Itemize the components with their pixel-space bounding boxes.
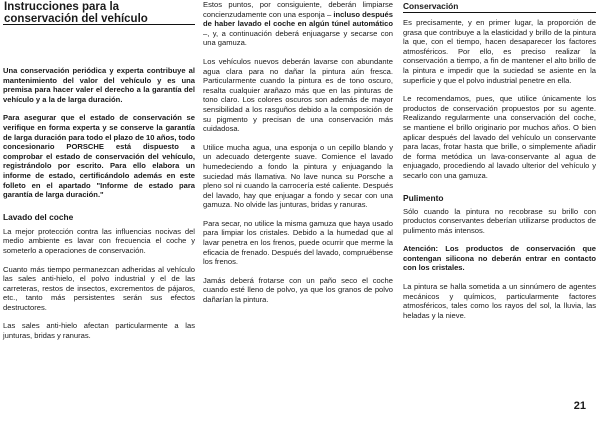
paint-agents-paragraph: La pintura se halla sometida a un sinnúmero de agentes mecánicos y químicos, particularmente factores atmosféricos, tales como los rayos del sol, la lluvia, las heladas y la nieve. xyxy=(403,282,596,320)
cleaning-paragraph: Estos puntos, por consiguiente, deberán limpiarse concienzudamente con una esponja – incluso después de haber lavado el coche en algún túnel automático –, y, a continuación deberá enjuagarse y secarse con una gamuza. xyxy=(203,0,393,48)
drying-paragraph: Para secar, no utilice la misma gamuza que haya usado para limpiar los cristales. Debido a la humedad que al lavar penetra en los frenos, puede ocurrir que merme la eficacia de frenado. Después del lavado, compruébense los frenos. xyxy=(203,218,393,267)
new-vehicles-paragraph: Los vehículos nuevos deberán lavarse con abundante agua clara para no dañar la pintura aún fresca. Particularmente cuando la pintura es de tono oscuro, resalta cualquier arañazo más que en las pinturas de tono claro. Los colores oscuros son además de mayor sensibilidad a los rasguños debido a la composición de su pigmento y precisan de una conservación más cuidadosa. xyxy=(203,56,393,134)
column-middle xyxy=(203,0,393,305)
conservation-paragraph-1: Es precisamente, y en primer lugar, la proporción de grasa que contribuye a la elasticidad y brillo de la pintura la que, con el tiempo, hacen desaparecer los factores atmosféricos. Por ello, es preciso realizar la conservación a tiempo, a fin de mantener el alto brillo de la pintura e impedir que la suciedad se asiente en la superficie y que el polvo industrial penetre en ella. xyxy=(403,18,596,85)
warranty-paragraph: Para asegurar que el estado de conservación se verifique en forma experta y se conserve la garantía de larga duración para todo el plazo de 10 años, todo concesionario PORSCHE está dispuesto a comprobar el estado de conservación del vehículo, registrándolo por escrito. Para ello elabora un informe de estado, certificándolo además en este folleto en el apartado "Informe de estado para garantía de larga duración." xyxy=(3,113,195,200)
page-number: 21 xyxy=(573,400,586,412)
page-title: Instrucciones para la conservación del vehículo xyxy=(4,1,148,25)
intro-paragraph: Una conservación periódica y experta contribuye al mantenimiento del valor del vehículo y es una premisa para hacer valer el derecho a la garantía del vehículo y a la de larga duración. xyxy=(3,66,195,104)
section-heading-conservation: Conservación xyxy=(403,1,459,11)
title-rule xyxy=(3,24,195,25)
section-heading-polish: Pulimento xyxy=(403,192,444,203)
silicone-warning: Atención: Los productos de conservación que contengan silicona no deberán entrar en contacto con los cristales. xyxy=(403,244,596,273)
column-right xyxy=(403,0,596,320)
polish-paragraph: Sólo cuando la pintura no recobrase su brillo con productos conservantes deberían utilizarse productos de pulimento más intensos. xyxy=(403,206,596,235)
section-heading-washing: Lavado del coche xyxy=(3,211,74,222)
section-rule xyxy=(403,12,596,13)
washing-paragraph-2: Cuanto más tiempo permanezcan adheridas al vehículo las sales anti-hielo, el polvo industrial y el de las carreteras, restos de insectos, excrementos de pájaros, etc., tanto más persistentes serán sus efectos destructores. xyxy=(3,264,195,312)
washing-paragraph-3: Las sales anti-hielo afectan particularmente a las junturas, bridas y ranuras. xyxy=(3,321,195,341)
washing-paragraph-1: La mejor protección contra las influencias nocivas del medio ambiente es lavar con frecuencia el coche y someterlo a operaciones de conservación. xyxy=(3,226,195,255)
conservation-paragraph-2: Le recomendamos, pues, que utilice únicamente los productos de conservación propuestos por su agente. Realizando regularmente una conservación del coche, se mantiene el brillo originario por muchos años. O bien aplicar después del lavado del vehículo un conservante para lacas, frotar hasta que brille, o simplemente añadir de forma metódica un lava-conservante al agua de enjuagado, procediendo al lavado ulterior del vehículo y secarlo con una gamuza. xyxy=(403,94,596,180)
water-paragraph: Utilice mucha agua, una esponja o un cepillo blando y un adecuado detergente suave. Comience el lavado humedeciendo a fondo la pintura y enjuagando la suciedad más llamativa. No lave nunca su Porsche a pleno sol ni cuando la carrocería esté caliente. Después del lavado, hay que enjuagar a fondo y secar con una gamuza. No olvide las junturas, bridas y ranuras. xyxy=(203,142,393,210)
dust-paragraph: Jamás deberá frotarse con un paño seco el coche cuando esté lleno de polvo, ya que los granos de polvo dañarían la pintura. xyxy=(203,275,393,305)
column-left xyxy=(3,0,195,341)
